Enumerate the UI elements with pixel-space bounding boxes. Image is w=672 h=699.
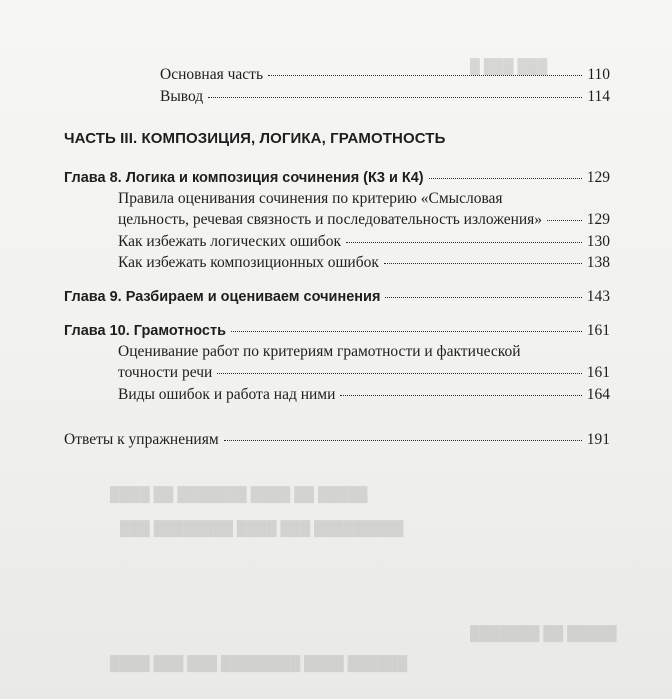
dot-leader [231,331,582,332]
toc-page-number: 191 [586,431,610,448]
toc-entry-title: Как избежать логических ошибок [118,233,341,250]
toc-chapter-entry[interactable] [64,322,610,344]
toc-entry[interactable] [118,386,610,408]
dot-leader [268,75,582,76]
toc-page-number: 143 [586,288,610,305]
dot-leader [340,395,581,396]
toc-entry[interactable] [118,254,610,276]
toc-chapter-entry[interactable] [64,169,610,191]
toc-page-number: 129 [586,169,610,186]
toc-page-number: 110 [587,66,610,83]
toc-page-number: 130 [586,233,610,250]
toc-entry[interactable] [118,364,610,386]
toc-entry[interactable] [160,66,610,88]
toc-entry-title-line[interactable]: Правила оценивания сочинения по критерию «Смысловая [118,190,503,207]
toc-page-number: 138 [586,254,610,271]
dot-leader [208,97,582,98]
toc-chapter-entry[interactable] [64,288,610,310]
toc-page-number: 161 [586,322,610,339]
toc-entry[interactable] [118,233,610,255]
bleed-through-text: ███ ███ █ [470,58,548,74]
dot-leader [346,242,582,243]
dot-leader [385,297,581,298]
dot-leader [384,263,582,264]
toc-page-number: 161 [586,364,610,381]
bleed-through-text: ██████ ████ ████████ ███ ███ ████ [110,655,408,671]
toc-entry-title: Ответы к упражнениям [64,431,219,448]
toc-chapter-title: Глава 8. Логика и композиция сочинения (К3 и К4) [64,170,424,186]
dot-leader [547,220,582,221]
dot-leader [217,373,581,374]
part-heading: ЧАСТЬ III. КОМПОЗИЦИЯ, ЛОГИКА, ГРАМОТНОСТЬ [64,130,446,147]
toc-entry-title: Виды ошибок и работа над ними [118,386,336,403]
dot-leader [224,440,582,441]
toc-entry-title: Основная часть [160,66,264,83]
bleed-through-text: █████ ██ ████ ███████ ██ ████ [110,486,368,502]
toc-entry[interactable] [160,88,610,110]
toc-chapter-title: Глава 9. Разбираем и оцениваем сочинения [64,289,381,305]
toc-entry-title: Вывод [160,88,204,105]
toc-page-number: 164 [586,386,610,403]
toc-chapter-title: Глава 10. Грамотность [64,323,226,339]
dot-leader [429,178,582,179]
toc-page-number: 129 [586,211,610,228]
toc-entry-title: точности речи [118,364,213,381]
bleed-through-text: █████ ██ ███████ [470,625,617,641]
bleed-through-text: █████████ ███ ████ ████████ ███ [120,520,404,536]
toc-entry-title: цельность, речевая связность и последовательность изложения» [118,211,543,228]
toc-entry-title: Как избежать композиционных ошибок [118,254,379,271]
toc-page-number: 114 [587,88,610,105]
toc-entry[interactable] [64,431,610,453]
toc-entry-title-line[interactable]: Оценивание работ по критериям грамотности и фактической [118,343,521,360]
toc-entry[interactable] [118,211,610,233]
